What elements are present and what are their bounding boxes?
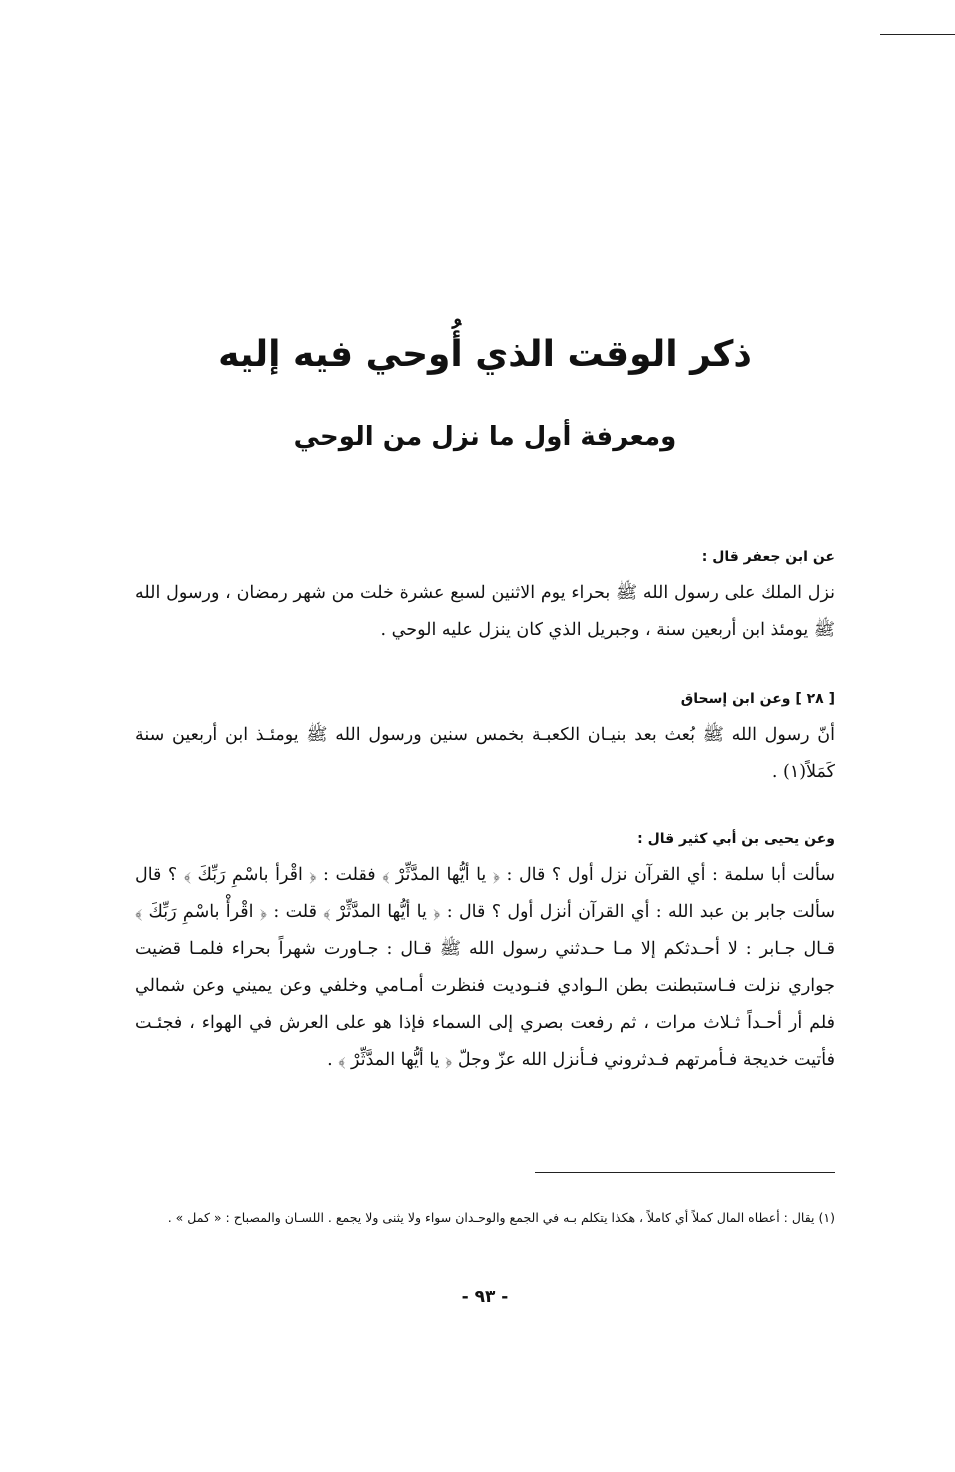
narration-section (135, 685, 835, 791)
page-number: - ٩٣ - (461, 1287, 509, 1307)
narration-text: سألت أبا سلمة : أي القرآن نزل أول ؟ قال : ﴿ يا أيُّها المدَّثِّرْ ﴾ فقلت : ﴿ اقْرأ باسْمِ رَبِّكَ ﴾ ؟ قال سألت جابر بن عبد الله : أي القرآن أنزل أول ؟ قال : ﴿ يا أيُّها المدَّثِّرْ ﴾ قلت : ﴿ اقْرأْ باسْمِ رَبِّكَ ﴾ قـال جـابر : لا أحـدثكم إلا مـا حـدثني رسول الله ﷺ قـال : جـاورت شهراً بحراء فلمـا قضيت جواري نزلت فـاستبطنت بطن الـوادي فنـوديت فنظرت أمـامي وخلفي وعن يميني وعن شمالي فلم أر أحـداً ثـلاث مرات ، ثم رفعت بصري إلى السماء فإذا هو على العرش في الهواء ، فجئـت فأتيت خديجة فـأمرتهم فـدثروني فـأنزل الله عزّ وجلّ ﴿ يا أيُّها المدَّثِّرْ ﴾ . (135, 865, 835, 1070)
document-page (135, 0, 835, 1472)
narration-text: نزل الملك على رسول الله ﷺ بحراء يوم الاثنين لسبع عشرة خلت من شهر رمضان ، ورسول الله ﷺ يومئذ ابن أربعين سنة ، وجبريل الذي كان ينزل عليه الوحي . (135, 583, 835, 640)
chapter-subtitle: ومعرفة أول ما نزل من الوحي (293, 422, 677, 452)
narration-section (135, 543, 835, 649)
narration-intro: عن ابن جعفر قال : (701, 549, 835, 565)
narration-text: أنّ رسول الله ﷺ بُعث بعد بنيـان الكعبـة بخمس سنين ورسول الله ﷺ يومئـذ ابن أربعين سنة كَمَلاً(١) . (135, 725, 835, 782)
narration-intro: وعن يحيى بن أبي كثير قال : (637, 831, 835, 847)
header-rule (880, 34, 955, 35)
footnote: (١) يقال : أعطاه المال كملاً أي كاملاً ، هكذا يتكلم بـه في الجمع والوحـدان سواء ولا يثنى ولا يجمع . اللسـان والمصباح : « كمل » . (167, 1210, 835, 1225)
footnote-divider (535, 1172, 835, 1173)
narration-intro: [ ٢٨ ] وعن ابن إسحاق (680, 691, 835, 707)
narration-section (135, 825, 835, 1079)
chapter-title: ذكر الوقت الذي أُوحي فيه إليه (218, 334, 752, 375)
